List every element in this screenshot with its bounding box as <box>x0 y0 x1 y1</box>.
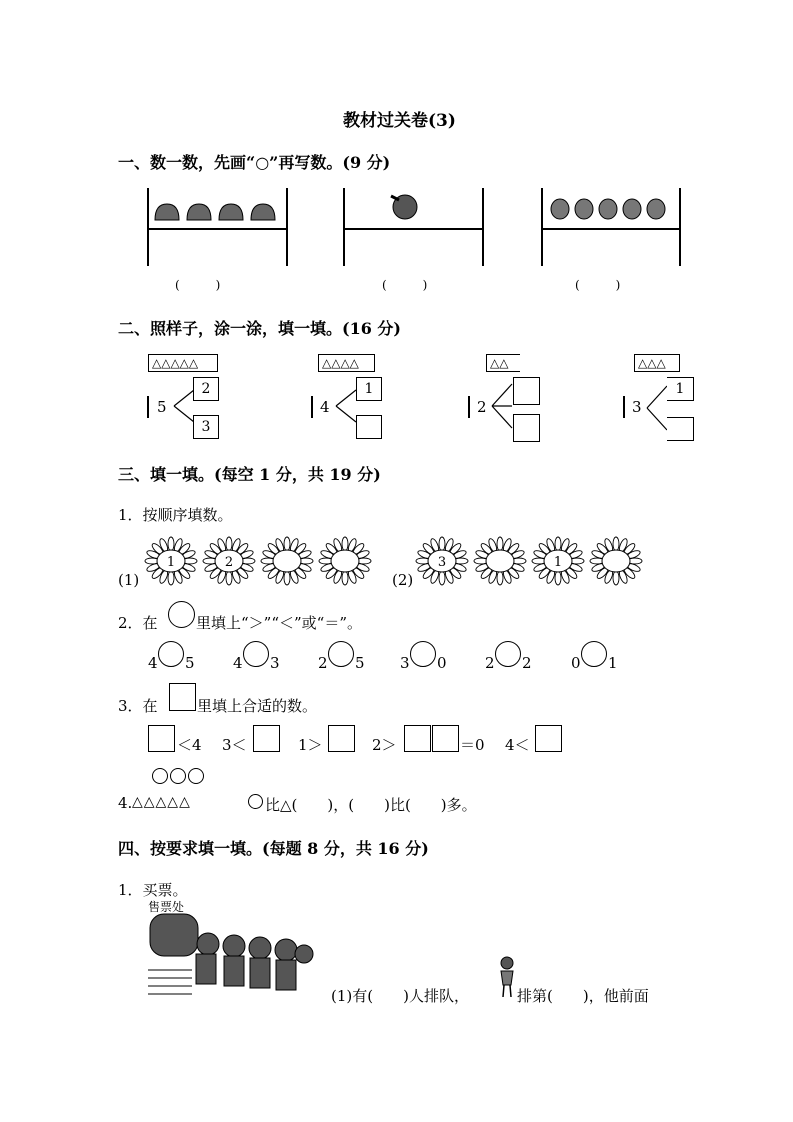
triangle-sample-2: △△△△ <box>318 354 375 372</box>
fill-box-1[interactable] <box>148 725 175 752</box>
split-total-4: 3 <box>632 398 642 416</box>
flower-1-2 <box>200 536 258 586</box>
s4-q1-text: 1．买票。 <box>118 881 188 899</box>
flower-2-4 <box>587 536 645 586</box>
flower-2-2 <box>471 536 529 586</box>
flower-1-1-number: 1 <box>166 555 176 570</box>
q3-text-pre: 3．在 <box>118 697 158 715</box>
flower-2-3-number: 1 <box>553 555 563 570</box>
triangle-sample-4: △△△ <box>634 354 680 372</box>
q4-number: 4. <box>118 794 133 812</box>
compare-left-2: 4 <box>233 654 243 672</box>
flower-2-1-number: 3 <box>437 555 447 570</box>
answer-blank-2[interactable]: ( ) <box>382 278 428 292</box>
compare-circle-4[interactable] <box>410 641 436 667</box>
compare-left-5: 2 <box>485 654 495 672</box>
flower-2-1 <box>413 536 471 586</box>
s4-line1: (1)有( )人排队， <box>331 987 469 1005</box>
compare-right-5: 2 <box>522 654 532 672</box>
split-bottom-box-2[interactable] <box>356 415 382 439</box>
fill-box-3[interactable] <box>328 725 355 752</box>
split-total-3: 2 <box>477 398 487 416</box>
split-top-box-2[interactable]: 1 <box>356 377 382 401</box>
compare-left-1: 4 <box>148 654 158 672</box>
compare-right-1: 5 <box>185 654 195 672</box>
split-top-box-4[interactable]: 1 <box>667 377 694 401</box>
split-top-box-3[interactable] <box>513 377 540 405</box>
flowers-label-1: (1) <box>118 571 140 589</box>
flower-2-3 <box>529 536 587 586</box>
compare-circle-3[interactable] <box>328 641 354 667</box>
q4-circle-word <box>248 794 263 809</box>
child-icon <box>495 955 519 999</box>
q3-text-post: 里填上合适的数。 <box>197 697 318 715</box>
section1-heading: 一、数一数，先画“○”再写数。(9 分) <box>118 153 391 172</box>
fill-expr-5: ＝0 <box>460 736 485 754</box>
compare-right-6: 1 <box>608 654 618 672</box>
fill-expr-1: ＜4 <box>177 736 202 754</box>
fill-box-4[interactable] <box>404 725 431 752</box>
strawberry-row-icon <box>548 196 673 222</box>
section2-heading: 二、照样子，涂一涂，填一填。(16 分) <box>118 319 401 338</box>
fill-box-5[interactable] <box>432 725 459 752</box>
compare-right-3: 5 <box>355 654 365 672</box>
triangle-sample-1: △△△△△ <box>148 354 218 372</box>
q4-text: 比△( )，( )比( )多。 <box>265 796 477 814</box>
section3-heading: 三、填一填。(每空 1 分，共 19 分) <box>118 465 381 484</box>
ticket-sign: 售票处 <box>148 900 185 914</box>
compare-circle-1[interactable] <box>158 641 184 667</box>
split-bottom-box-4[interactable] <box>667 417 694 441</box>
split-bottom-box-1[interactable]: 3 <box>193 415 219 439</box>
compare-circle-2[interactable] <box>243 641 269 667</box>
compare-right-2: 3 <box>270 654 280 672</box>
compare-circle-sample <box>168 601 195 628</box>
flowers-label-2: (2) <box>392 571 414 589</box>
compare-left-6: 0 <box>571 654 581 672</box>
fruit-row-icon <box>152 194 282 224</box>
compare-circle-6[interactable] <box>581 641 607 667</box>
q4-circle-2 <box>170 768 186 784</box>
split-bottom-box-3[interactable] <box>513 414 540 442</box>
q4-circle-1 <box>152 768 168 784</box>
section4-heading: 四、按要求填一填。(每题 8 分，共 16 分) <box>118 839 429 858</box>
split-total-1: 5 <box>157 398 167 416</box>
flower-1-4 <box>316 536 374 586</box>
split-total-2: 4 <box>320 398 330 416</box>
fill-box-2[interactable] <box>253 725 280 752</box>
fill-expr-6: 4＜ <box>505 736 530 754</box>
fill-expr-4: 2＞ <box>372 736 397 754</box>
fill-box-6[interactable] <box>535 725 562 752</box>
answer-blank-3[interactable]: ( ) <box>575 278 621 292</box>
q4-triangles: △△△△△ <box>132 794 191 810</box>
split-top-box-1[interactable]: 2 <box>193 377 219 401</box>
triangle-sample-3: △△ <box>486 354 520 372</box>
compare-left-4: 3 <box>400 654 410 672</box>
queue-illustration-icon <box>146 910 316 1000</box>
q2-text-post: 里填上“＞”“＜”或“＝”。 <box>196 614 363 632</box>
compare-left-3: 2 <box>318 654 328 672</box>
fill-expr-2: 3＜ <box>222 736 247 754</box>
fill-expr-3: 1＞ <box>298 736 323 754</box>
flower-1-3 <box>258 536 316 586</box>
flower-1-2-number: 2 <box>224 555 234 570</box>
ball-icon <box>385 190 425 222</box>
q2-text-pre: 2．在 <box>118 614 158 632</box>
q4-circle-3 <box>188 768 204 784</box>
fill-box-sample <box>169 683 196 711</box>
answer-blank-1[interactable]: ( ) <box>175 278 221 292</box>
s4-line1b: 排第( )，他前面 <box>517 987 649 1005</box>
compare-circle-5[interactable] <box>495 641 521 667</box>
q1-text: 1．按顺序填数。 <box>118 506 233 524</box>
page-title: 教材过关卷(3) <box>343 111 456 131</box>
compare-right-4: 0 <box>437 654 447 672</box>
flower-1-1 <box>142 536 200 586</box>
